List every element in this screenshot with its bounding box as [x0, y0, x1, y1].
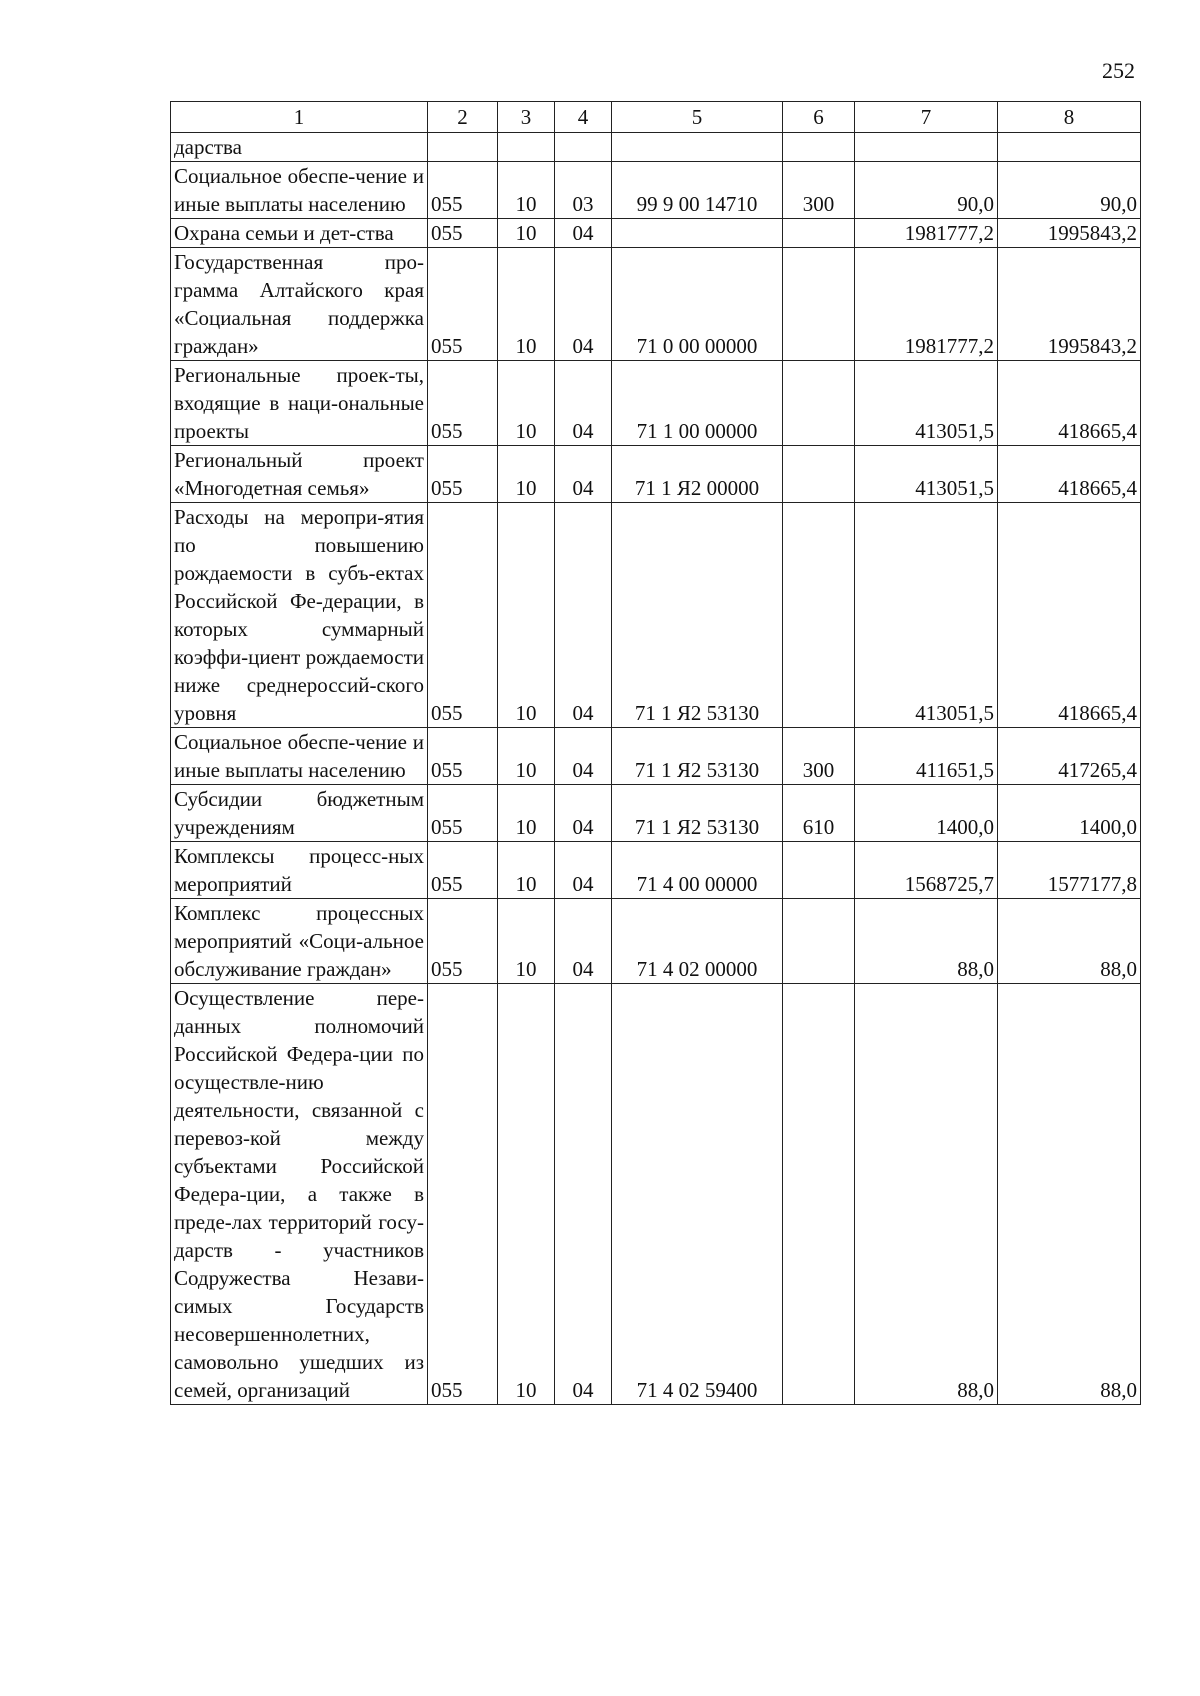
cell-subsection: 04: [555, 503, 612, 728]
row-name: Комплекс процессных мероприятий «Соци-альное обслуживание граждан»: [171, 899, 428, 984]
table-row: [171, 503, 1141, 728]
cell-amount-2: 88,0: [998, 984, 1141, 1405]
cell-ministry: 055: [428, 162, 498, 219]
table-row: [171, 728, 1141, 785]
cell-target-article: 99 9 00 14710: [612, 162, 783, 219]
table-row: [171, 984, 1141, 1405]
cell-target-article: [612, 133, 783, 162]
cell-amount-1: 413051,5: [855, 361, 998, 446]
cell-section: 10: [498, 361, 555, 446]
cell-amount-1: 88,0: [855, 984, 998, 1405]
cell-section: 10: [498, 162, 555, 219]
cell-ministry: 055: [428, 219, 498, 248]
row-name: Осуществление пере-данных полномочий Российской Федера-ции по осуществле-нию деятельности, связанной с перевоз-кой между субъектами Российской Федера-ции, а также в преде-лах территорий госу-дарств - участников Содружества Незави-симых Государств несовершеннолетних, самовольно ушедших из семей, организаций: [171, 984, 428, 1405]
cell-ministry: 055: [428, 899, 498, 984]
cell-amount-2: 1995843,2: [998, 248, 1141, 361]
cell-subsection: 04: [555, 361, 612, 446]
cell-amount-1: 1400,0: [855, 785, 998, 842]
cell-amount-1: 1568725,7: [855, 842, 998, 899]
cell-amount-2: 418665,4: [998, 446, 1141, 503]
cell-subsection: 04: [555, 785, 612, 842]
page-number: 252: [1102, 58, 1135, 83]
cell-amount-1: 1981777,2: [855, 219, 998, 248]
cell-amount-2: 418665,4: [998, 361, 1141, 446]
table-row: [171, 842, 1141, 899]
cell-section: [498, 133, 555, 162]
cell-section: 10: [498, 248, 555, 361]
header-cell: 1: [171, 102, 428, 133]
table-row: [171, 446, 1141, 503]
cell-expense-type: [783, 984, 855, 1405]
cell-ministry: [428, 133, 498, 162]
table-row: [171, 248, 1141, 361]
table-row: [171, 361, 1141, 446]
cell-expense-type: [783, 446, 855, 503]
cell-ministry: 055: [428, 248, 498, 361]
cell-amount-1: 1981777,2: [855, 248, 998, 361]
cell-amount-2: 90,0: [998, 162, 1141, 219]
header-cell: 6: [783, 102, 855, 133]
cell-expense-type: [783, 133, 855, 162]
cell-target-article: [612, 219, 783, 248]
cell-subsection: 04: [555, 446, 612, 503]
cell-section: 10: [498, 785, 555, 842]
cell-amount-2: 88,0: [998, 899, 1141, 984]
row-name: Региональный проект «Многодетная семья»: [171, 446, 428, 503]
cell-subsection: 04: [555, 899, 612, 984]
row-name: дарства: [171, 133, 428, 162]
cell-ministry: 055: [428, 503, 498, 728]
cell-target-article: 71 1 Я2 53130: [612, 785, 783, 842]
cell-expense-type: [783, 361, 855, 446]
cell-subsection: 03: [555, 162, 612, 219]
cell-section: 10: [498, 219, 555, 248]
cell-amount-2: 1400,0: [998, 785, 1141, 842]
cell-ministry: 055: [428, 984, 498, 1405]
cell-subsection: 04: [555, 728, 612, 785]
cell-target-article: 71 0 00 00000: [612, 248, 783, 361]
cell-target-article: 71 1 Я2 53130: [612, 503, 783, 728]
cell-ministry: 055: [428, 842, 498, 899]
cell-expense-type: 300: [783, 162, 855, 219]
cell-subsection: 04: [555, 219, 612, 248]
cell-expense-type: [783, 503, 855, 728]
header-cell: 7: [855, 102, 998, 133]
cell-amount-2: 1577177,8: [998, 842, 1141, 899]
cell-amount-2: 1995843,2: [998, 219, 1141, 248]
table-row: [171, 219, 1141, 248]
cell-section: 10: [498, 899, 555, 984]
cell-amount-1: [855, 133, 998, 162]
row-name: Социальное обеспе-чение и иные выплаты населению: [171, 162, 428, 219]
row-name: Социальное обеспе-чение и иные выплаты населению: [171, 728, 428, 785]
cell-subsection: 04: [555, 984, 612, 1405]
header-cell: 5: [612, 102, 783, 133]
cell-amount-1: 88,0: [855, 899, 998, 984]
cell-expense-type: [783, 842, 855, 899]
cell-amount-2: 417265,4: [998, 728, 1141, 785]
cell-expense-type: 300: [783, 728, 855, 785]
cell-section: 10: [498, 842, 555, 899]
cell-target-article: 71 4 00 00000: [612, 842, 783, 899]
table-row: [171, 785, 1141, 842]
table-row: [171, 162, 1141, 219]
header-cell: 8: [998, 102, 1141, 133]
header-cell: 3: [498, 102, 555, 133]
cell-amount-2: [998, 133, 1141, 162]
row-name: Субсидии бюджетным учреждениям: [171, 785, 428, 842]
header-cell: 2: [428, 102, 498, 133]
cell-target-article: 71 1 Я2 00000: [612, 446, 783, 503]
cell-section: 10: [498, 503, 555, 728]
cell-section: 10: [498, 728, 555, 785]
cell-section: 10: [498, 446, 555, 503]
cell-amount-1: 411651,5: [855, 728, 998, 785]
cell-expense-type: 610: [783, 785, 855, 842]
cell-ministry: 055: [428, 361, 498, 446]
header-row: [171, 102, 1141, 133]
cell-ministry: 055: [428, 728, 498, 785]
cell-subsection: 04: [555, 248, 612, 361]
table-row: [171, 899, 1141, 984]
cell-expense-type: [783, 219, 855, 248]
cell-expense-type: [783, 248, 855, 361]
cell-ministry: 055: [428, 446, 498, 503]
row-name: Государственная про-грамма Алтайского края «Социальная поддержка граждан»: [171, 248, 428, 361]
cell-amount-2: 418665,4: [998, 503, 1141, 728]
budget-table: [170, 101, 1141, 1405]
header-cell: 4: [555, 102, 612, 133]
cell-target-article: 71 4 02 00000: [612, 899, 783, 984]
cell-expense-type: [783, 899, 855, 984]
cell-amount-1: 413051,5: [855, 446, 998, 503]
row-name: Комплексы процесс-ных мероприятий: [171, 842, 428, 899]
cell-amount-1: 413051,5: [855, 503, 998, 728]
row-name: Региональные проек-ты, входящие в наци-ональные проекты: [171, 361, 428, 446]
cell-section: 10: [498, 984, 555, 1405]
cell-amount-1: 90,0: [855, 162, 998, 219]
cell-target-article: 71 1 Я2 53130: [612, 728, 783, 785]
cell-subsection: 04: [555, 842, 612, 899]
cell-ministry: 055: [428, 785, 498, 842]
row-name: Охрана семьи и дет-ства: [171, 219, 428, 248]
cell-target-article: 71 4 02 59400: [612, 984, 783, 1405]
cell-subsection: [555, 133, 612, 162]
cell-target-article: 71 1 00 00000: [612, 361, 783, 446]
table-row: [171, 133, 1141, 162]
row-name: Расходы на меропри-ятия по повышению рождаемости в субъ-ектах Российской Фе-дерации, в которых суммарный коэффи-циент рождаемости ниже среднероссий-ского уровня: [171, 503, 428, 728]
